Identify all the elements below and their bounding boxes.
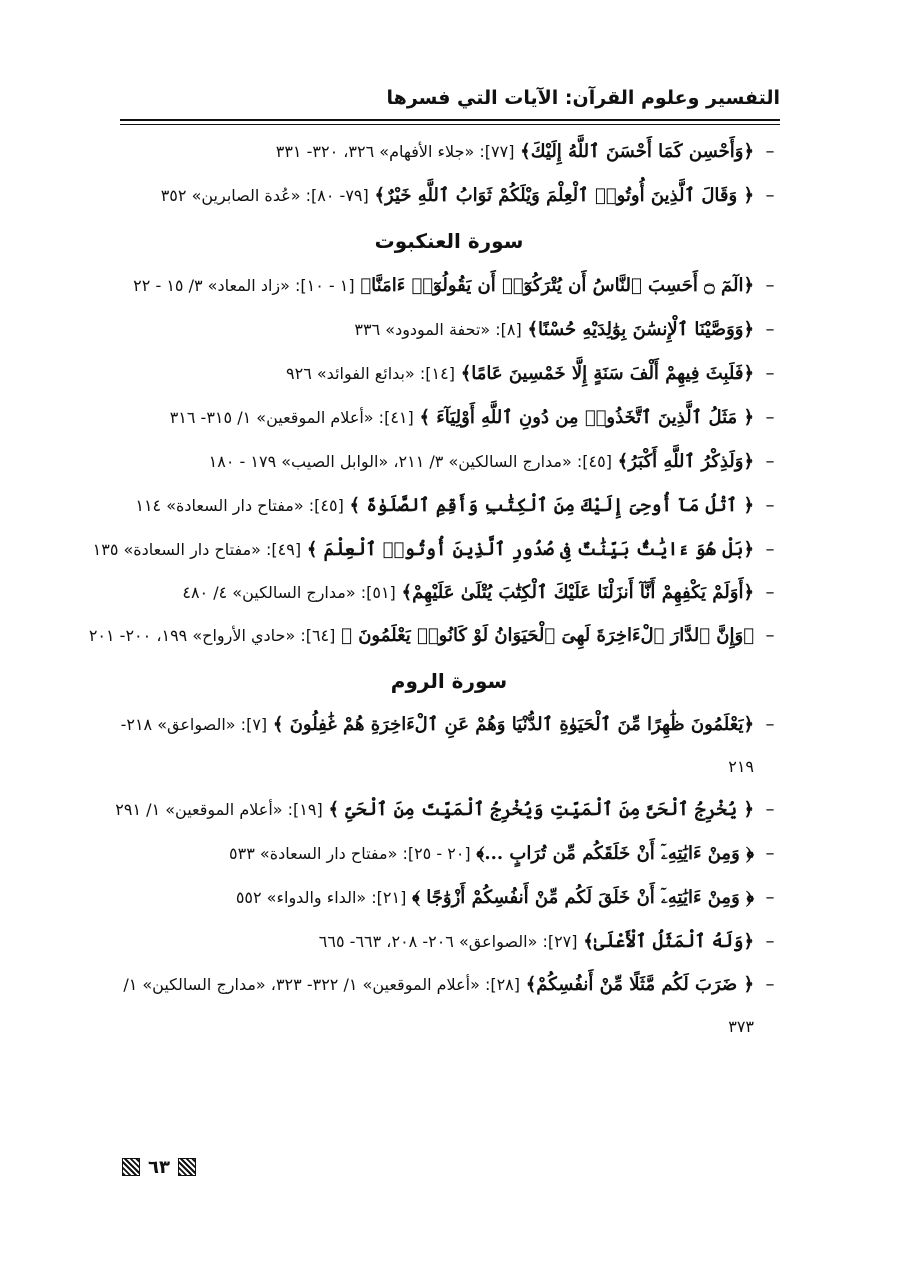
verse-entry	[118, 130, 780, 174]
verse-reference: [٧٩- ٨٠]: «عُدة الصابرين» ٣٥٢	[160, 186, 369, 205]
entry-dash: –	[765, 799, 775, 820]
verse-reference: [١٩]: «أعلام الموقعين» ١/ ٢٩١	[115, 800, 323, 819]
verse-reference: [١ - ١٠]: «زاد المعاد» ٣/ ١٥ - ٢٢	[133, 276, 355, 295]
entry-dash: –	[765, 714, 775, 735]
verse-text: ﴿ وَقَالَ ٱلَّذِينَ أُوتُوا۟ ٱلْعِلْمَ وَيْلَكُمْ ثَوَابُ ٱللَّهِ خَيْرٌ﴾	[374, 185, 754, 206]
verse-entry	[92, 528, 780, 572]
entry-dash: –	[765, 407, 775, 428]
entry-dash: –	[765, 887, 775, 908]
verse-reference: [٤٥]: «مدارج السالكين» ٣/ ٢١١، «الوابل الصيب» ١٧٩ - ١٨٠	[208, 452, 612, 471]
entry-dash: –	[765, 625, 775, 646]
surah-heading-rum: سورة الروم	[390, 669, 508, 693]
verse-text: ﴿وَلَذِكْرُ ٱللَّهِ أَكْبَرُ﴾	[617, 451, 754, 472]
verse-text: ﴿وَوَصَّيْنَا ٱلْإِنسَٰنَ بِوَٰلِدَيْهِ حُسْنًا﴾	[527, 319, 754, 340]
verse-text: ﴿أَوَلَمْ يَكْفِهِمْ أَنَّآ أَنزَلْنَا عَلَيْكَ ٱلْكِتَٰبَ يُتْلَىٰ عَلَيْهِمْ﴾	[401, 582, 754, 603]
entry-dash: –	[765, 319, 775, 340]
entry-dash: –	[765, 363, 775, 384]
ornament-icon	[178, 1158, 196, 1176]
entry-dash: –	[765, 185, 775, 206]
verse-entry	[118, 308, 780, 352]
entry-dash: –	[765, 931, 775, 952]
verse-text: ﴿ مَثَلُ ٱلَّذِينَ ٱتَّخَذُوا۟ مِن دُونِ ٱللَّهِ أَوْلِيَآءَ ﴾	[419, 407, 754, 428]
verse-reference: [١٤]: «بدائع الفوائد» ٩٢٦	[286, 364, 455, 383]
verse-text: ﴿فَلَبِثَ فِيهِمْ أَلْفَ سَنَةٍ إِلَّا خَمْسِينَ عَامًا﴾	[460, 363, 754, 384]
verse-reference: [٦٤]: «حادي الأرواح» ١٩٩، ٢٠٠- ٢٠١	[88, 626, 336, 645]
header-rule-thick	[120, 119, 780, 121]
verse-text: ﴿ ٱتْلُ مَآ أُوحِىَ إِلَيْكَ مِنَ ٱلْكِتَٰبِ وَأَقِمِ ٱلصَّلَوٰةَ ﴾	[349, 495, 754, 516]
entry-dash: –	[765, 582, 775, 603]
verse-reference: [٧]: «الصواعق» ٢١٨- ٢١٩	[120, 715, 754, 776]
verse-entry	[115, 788, 780, 832]
verse-reference: [٤٩]: «مفتاح دار السعادة» ١٣٥	[92, 540, 302, 559]
verse-reference: [٢٧]: «الصواعق» ٢٠٦- ٢٠٨، ٦٦٣- ٦٦٥	[318, 932, 578, 951]
index-content	[88, 130, 780, 1048]
entry-dash: –	[765, 141, 775, 162]
verse-text: ﴿وَلَهُ ٱلْمَثَلُ ٱلْأَعْلَىٰ﴾	[583, 931, 754, 952]
verse-text: ﴿ يُخْرِجُ ٱلْحَىَّ مِنَ ٱلْمَيِّتِ وَيُخْرِجُ ٱلْمَيِّتَ مِنَ ٱلْحَىِّ ﴾	[328, 799, 754, 820]
verse-entry	[118, 964, 780, 1048]
verse-entry	[118, 920, 780, 964]
header-title: التفسير وعلوم القرآن: الآيات التي فسرها	[386, 87, 780, 109]
entry-dash: –	[765, 495, 775, 516]
verse-entry	[118, 484, 780, 528]
entry-dash: –	[765, 974, 775, 995]
verse-text: ﴿ ضَرَبَ لَكُم مَّثَلًا مِّنْ أَنفُسِكُمْ﴾	[525, 974, 754, 995]
verse-reference: [٨]: «تحفة المودود» ٣٣٦	[354, 320, 522, 339]
verse-text: ﴿وَأَحْسِن كَمَا أَحْسَنَ ٱللَّهُ إِلَيْكَ﴾	[520, 141, 754, 162]
verse-reference: [٢٠ - ٢٥]: «مفتاح دار السعادة» ٥٣٣	[229, 844, 471, 863]
verse-entry	[118, 174, 780, 218]
verse-entry	[118, 440, 780, 484]
verse-reference: [٢٨]: «أعلام الموقعين» ١/ ٣٢٢- ٣٢٣، «مدارج السالكين» ١/ ٣٧٣	[123, 975, 754, 1036]
entry-dash: –	[765, 451, 775, 472]
surah-heading-ankabut: سورة العنكبوت	[374, 229, 524, 253]
verse-text: ﴿ وَمِنْ ءَايَٰتِهِۦٓ أَنْ خَلَقَكُم مِّن تُرَابٍ ...﴾	[476, 843, 754, 864]
verse-text: ﴿الٓمٓ ۝ أَحَسِبَ ٱلنَّاسُ أَن يُتْرَكُوٓا۟ أَن يَقُولُوٓا۟ ءَامَنَّا﴾	[360, 275, 754, 296]
verse-text: ﴿بَلْ هُوَ ءَايَٰتٌۢ بَيِّنَٰتٌ فِى صُدُورِ ٱلَّذِينَ أُوتُوا۟ ٱلْعِلْمَ ﴾	[306, 539, 754, 560]
verse-reference: [٧٧]: «جلاء الأفهام» ٣٢٦، ٣٢٠- ٣٣١	[275, 142, 515, 161]
verse-text: ﴿ وَمِنْ ءَايَٰتِهِۦٓ أَنْ خَلَقَ لَكُم مِّنْ أَنفُسِكُمْ أَزْوَٰجًا ﴾	[412, 887, 754, 908]
verse-entry	[88, 614, 780, 658]
verse-entry	[118, 876, 780, 920]
verse-entry	[118, 704, 780, 788]
verse-reference: [٥١]: «مدارج السالكين» ٤/ ٤٨٠	[182, 583, 396, 602]
verse-entry	[118, 264, 780, 308]
entry-dash: –	[765, 843, 775, 864]
entry-dash: –	[765, 275, 775, 296]
ornament-icon	[122, 1158, 140, 1176]
verse-reference: [٤٥]: «مفتاح دار السعادة» ١١٤	[135, 496, 344, 515]
verse-entry	[118, 396, 780, 440]
verse-entry	[118, 572, 780, 614]
verse-entry	[118, 832, 780, 876]
header-rule-thin	[120, 124, 780, 125]
verse-entry	[118, 352, 780, 396]
page-footer	[122, 1153, 242, 1181]
verse-text: ﴿يَعْلَمُونَ ظَٰهِرًا مِّنَ ٱلْحَيَوٰةِ ٱلدُّنْيَا وَهُمْ عَنِ ٱلْءَاخِرَةِ هُمْ غَٰفِلُونَ ﴾	[272, 714, 754, 735]
page-number: ٦٣	[148, 1156, 170, 1178]
entry-dash: –	[765, 539, 775, 560]
verse-text: ﴿وَإِنَّ ٱلدَّارَ ٱلْءَاخِرَةَ لَهِىَ ٱلْحَيَوَانُ لَوْ كَانُوا۟ يَعْلَمُونَ ﴾	[341, 625, 754, 646]
running-header	[120, 78, 780, 118]
verse-reference: [٢١]: «الداء والدواء» ٥٥٢	[235, 888, 407, 907]
verse-reference: [٤١]: «أعلام الموقعين» ١/ ٣١٥- ٣١٦	[169, 408, 414, 427]
